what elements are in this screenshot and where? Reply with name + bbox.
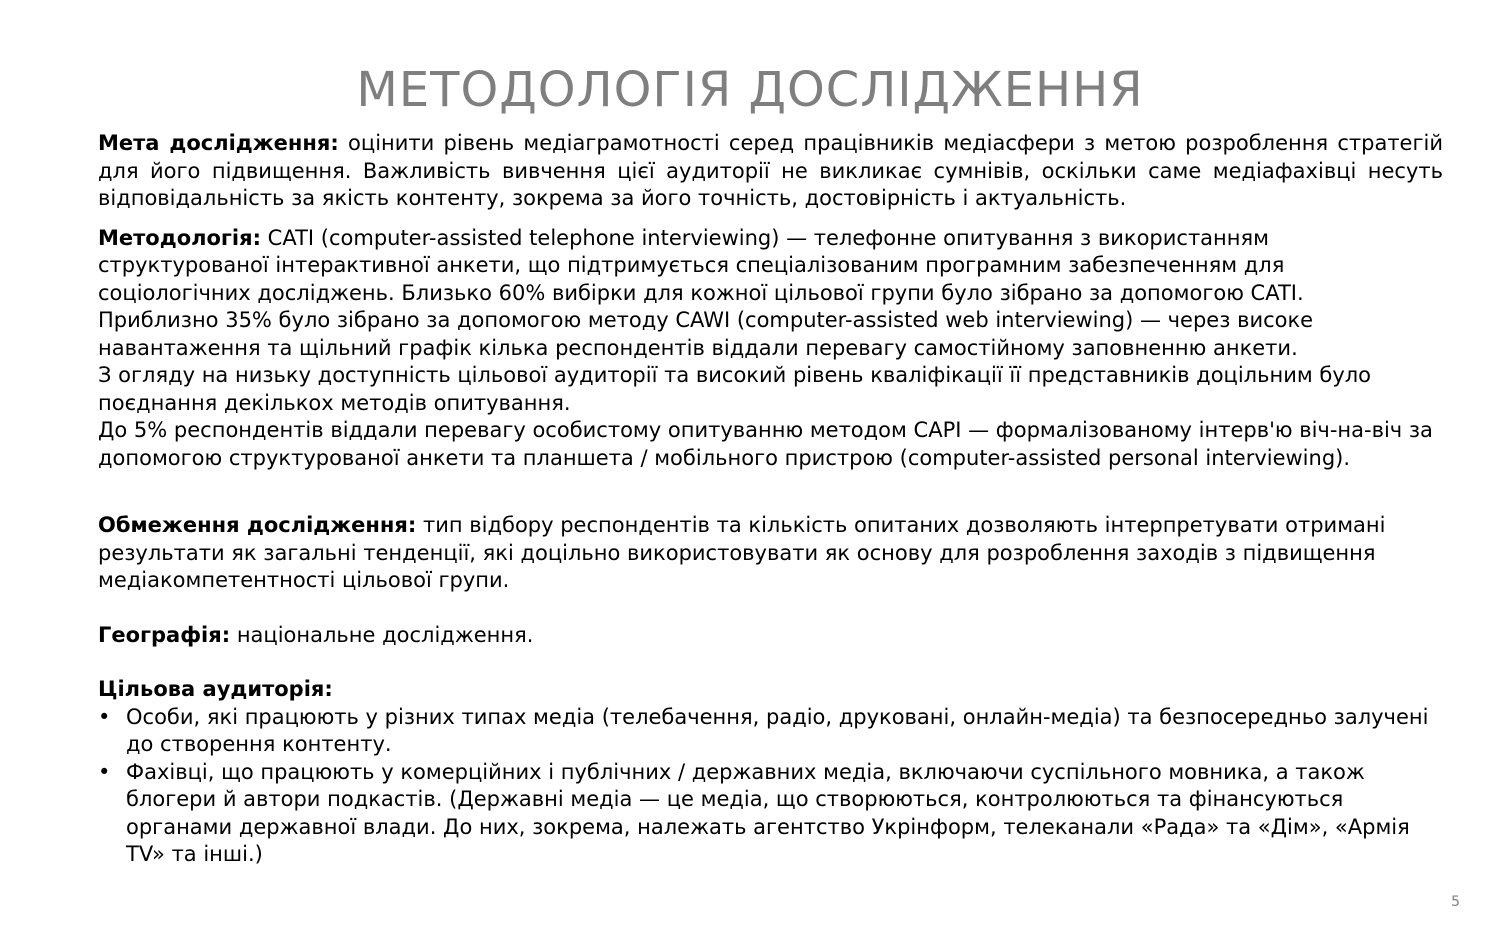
spacer xyxy=(98,472,1443,512)
methodology-label: Методологія: xyxy=(98,225,261,250)
list-item-text: Фахівці, що працюють у комерційних і публічних / державних медіа, включаючи суспільного мовника, а також блогери й автори подкастів. (Державні медіа — це медіа, що створюються, контролюються та фінансуються органами державної влади. До них, зокрема, належать агентство Укрінформ, телеканали «Рада» та «Дім», «Армія TV» та інші.) xyxy=(126,759,1410,866)
geography-text: національне дослідження. xyxy=(230,622,534,647)
limitations-paragraph xyxy=(98,512,1443,595)
methodology-cawi-paragraph: Приблизно 35% було зібрано за допомогою методу CAWI (computer-assisted web interviewing) — через високе навантаження та щільний графік кілька респондентів віддали перевагу самостійному заповненню анкети. xyxy=(98,308,1314,360)
slide-content xyxy=(98,130,1443,869)
methodology-paragraph xyxy=(98,225,1443,308)
audience-label: Цільова аудиторія: xyxy=(98,677,333,701)
geography-paragraph xyxy=(98,622,1443,650)
list-item-text: Особи, які працюють у різних типах медіа (телебачення, радіо, друковані, онлайн-медіа) та безпосередньо залучені до створення контенту. xyxy=(126,704,1429,756)
bullet-icon: • xyxy=(98,759,111,784)
spacer xyxy=(98,595,1443,622)
bullet-icon: • xyxy=(98,704,111,729)
spacer xyxy=(98,649,1443,676)
methodology-combined-paragraph: З огляду на низьку доступність цільової аудиторії та високий рівень кваліфікації її представників доцільним було поєднання декількох методів опитування. xyxy=(98,363,1372,415)
list-item xyxy=(98,704,1443,759)
limitations-text: тип відбору респондентів та кількість опитаних дозволяють інтерпретувати отримані результати як загальні тенденції, які доцільно використовувати як основу для розроблення заходів з підвищення медіакомпетентності цільової групи. xyxy=(98,513,1386,592)
goal-label: Мета дослідження: xyxy=(98,131,339,155)
methodology-text: CATI (computer-assisted telephone interviewing) — телефонне опитування з використанням структурованої інтерактивної анкети, що підтримується спеціалізованим програмним забезпеченням для соціологічних досліджень. Близько 60% вибірки для кожної цільової групи було зібрано за допомогою CATI. xyxy=(98,225,1304,305)
goal-paragraph xyxy=(98,130,1443,213)
methodology-capi-paragraph: До 5% респондентів віддали перевагу особистому опитуванню методом CAPI — формалізованому інтерв'ю віч-на-віч за допомогою структурованої анкети та планшета / мобільного пристрою (computer-assisted personal interviewing). xyxy=(98,418,1433,470)
list-item xyxy=(98,759,1443,869)
goal-text: оцінити рівень медіаграмотності серед працівників медіасфери з метою розроблення стратегій для його підвищення. Важливість вивчення цієї аудиторії не викликає сумнівів, оскільки саме медіафахівці несуть відповідальність за якість контенту, зокрема за його точність, достовірність і актуальність. xyxy=(98,131,1443,210)
page-number: 5 xyxy=(1451,894,1460,910)
page-title: МЕТОДОЛОГІЯ ДОСЛІДЖЕННЯ xyxy=(356,62,1144,119)
audience-list xyxy=(98,704,1443,869)
limitations-label: Обмеження дослідження: xyxy=(98,513,417,537)
geography-label: Географія: xyxy=(98,622,231,647)
